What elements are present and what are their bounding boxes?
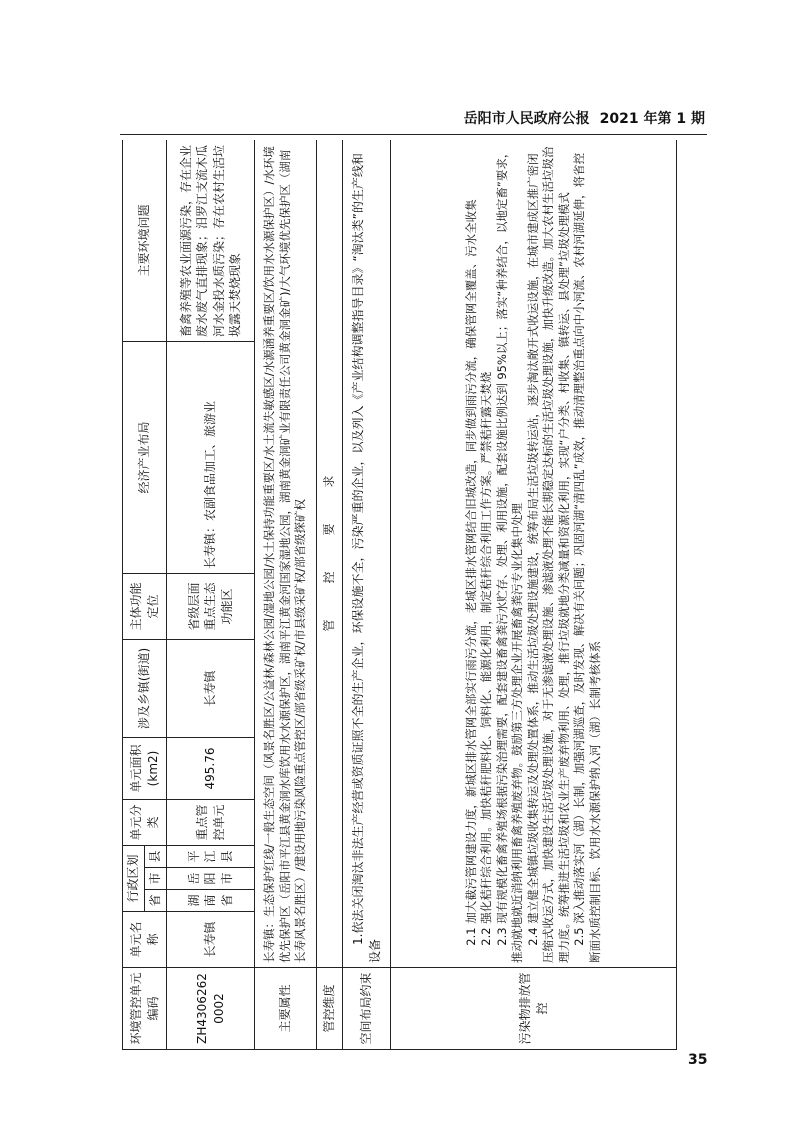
spatial-row — [343, 140, 391, 1050]
unit-towns: 长寿镇 — [167, 639, 255, 737]
pollution-item: 2.5 深入推动落实河（湖）长制，加强河湖巡查，及时发现、解决有关问题；巩固河湖“清四乱”成效，推动清理整治重点向中小河流、农村河湖延伸，将省控断面水质控制目标、饮用水水源保护纳入河（湖）长制考核体系 — [572, 152, 602, 963]
landscape-table-wrapper — [122, 140, 677, 1050]
attributes-label: 主要属性 — [255, 968, 317, 1050]
pollution-cell — [391, 140, 677, 968]
header-towns: 涉及乡镇(街道) — [123, 639, 167, 737]
page-number: 35 — [688, 1052, 708, 1068]
pollution-item: 2.3 现有规模化畜禽养殖场根据污染治理需要，配套建设畜禽粪污水贮存、处理、利用设施，配套设施比例达到 95%以上；落实“种养结合，以地定畜”要求，推动就地就近消纳利用畜禽养殖废弃物。鼓励第三方处理企业开展畜禽粪污专业化集中处理 — [494, 146, 525, 963]
pollution-row — [391, 140, 677, 1050]
unit-code: ZH43062620002 — [167, 968, 255, 1050]
header-area: 单元面积(km2) — [123, 737, 167, 799]
control-requirements-header: 管 控 要 求 — [317, 140, 343, 968]
spatial-label: 空间布局约束 — [343, 968, 391, 1050]
header-category: 单元分类 — [123, 799, 167, 845]
header-code: 环境管控单元编码 — [123, 968, 167, 1050]
header-city: 市 — [145, 868, 167, 890]
header-province: 省 — [145, 890, 167, 912]
environment-control-table — [122, 140, 677, 1050]
pollution-item: 2.2 强化秸秆综合利用。加快秸秆肥料化、饲料化、能源化利用，制定秸秆综合利用工作方案。严禁秸秆露天焚烧 — [479, 371, 494, 946]
unit-row — [167, 140, 255, 1050]
unit-name: 长寿镇 — [167, 912, 255, 968]
unit-function: 省级层面重点生态功能区 — [167, 573, 255, 639]
attributes-row — [255, 140, 317, 1050]
pollution-item: 2.4 建立健全城镇垃圾收集转运及处理处置体系，推动生活垃圾处理设施建设，统筹布局生活垃圾转运站，逐步淘汰敞开式收运设施，在城市建成区推广密闭压缩式收运方式，加快建设生活垃圾处理设施，对于无渗滤液处理设施、渗滤液处理不能长期稳定达标的生活垃圾处理设施，加快升级改造。加大农村生活垃圾治理力度。统筹推进生活垃圾和农业生产废弃物利用、处理，推行垃圾就地分类减量和资源化利用，实现“户分类、村收集、镇转运、县处理”垃圾处理模式 — [525, 146, 571, 963]
pollution-label: 污染物排放管控 — [391, 968, 677, 1050]
table-header-row-1 — [123, 140, 145, 1050]
header-region: 行政区划 — [123, 845, 145, 911]
control-header-row — [317, 140, 343, 1050]
unit-economy: 长寿镇：农副食品加工、旅游业 — [167, 341, 255, 573]
gazette-header — [435, 108, 705, 128]
attributes-text: 长寿镇：生态保护红线/一般生态空间（风景名胜区/公益林/森林公园/湿地公园/水土保持功能重要区/水土流失敏感区/水源涵养重要区/饮用水水源保护区）/水环境优先保护区（岳阳市平江县黄金洞水库饮用水水源保护区，湖南平江黄金河国家湿地公园，湖南黄金洞矿业有限责任公司黄金洞金矿)/大气环境优先保护区（湖南长寿风景名胜区）/建设用地污染风险重点管控区/部省级采矿权/市县级采矿权/部省级探矿权 — [255, 140, 317, 968]
control-dimension-header: 管控维度 — [317, 968, 343, 1050]
unit-problems: 畜禽养殖等农业面源污染，存在企业废水废气直排现象；汨罗江支流木瓜河水金投水质污染；存在农村生活垃圾露天焚烧现象 — [167, 140, 255, 341]
spatial-text: 1.依法关闭淘汰非法生产经营或资质证照不全的生产企业，环保设施不全，污染严重的企业，以及列入《产业结构调整指导目录》“淘汰类”的生产线和设备 — [351, 153, 382, 963]
unit-county: 平江县 — [167, 845, 255, 867]
header-name: 单元名称 — [123, 912, 167, 968]
header-rule — [120, 134, 707, 135]
header-economy: 经济产业布局 — [123, 341, 167, 573]
spatial-cell — [343, 140, 391, 968]
gazette-issue: 2021 年第 1 期 — [599, 111, 705, 127]
unit-area: 495.76 — [167, 737, 255, 799]
gazette-title: 岳阳市人民政府公报 — [463, 111, 590, 127]
unit-province: 湖南省 — [167, 890, 255, 912]
header-function: 主体功能定位 — [123, 573, 167, 639]
header-problems: 主要环境问题 — [123, 140, 167, 341]
unit-city: 岳阳市 — [167, 868, 255, 890]
unit-category: 重点管控单元 — [167, 799, 255, 845]
rotated-table-area — [122, 140, 677, 1050]
header-county: 县 — [145, 845, 167, 867]
pollution-item: 2.1 加大截污管网建设力度，新城区排水管网全部实行雨污分流，老城区排水管网结合旧城改造，同步做到雨污分流，确保管网全覆盖、污水全收集 — [463, 199, 478, 946]
